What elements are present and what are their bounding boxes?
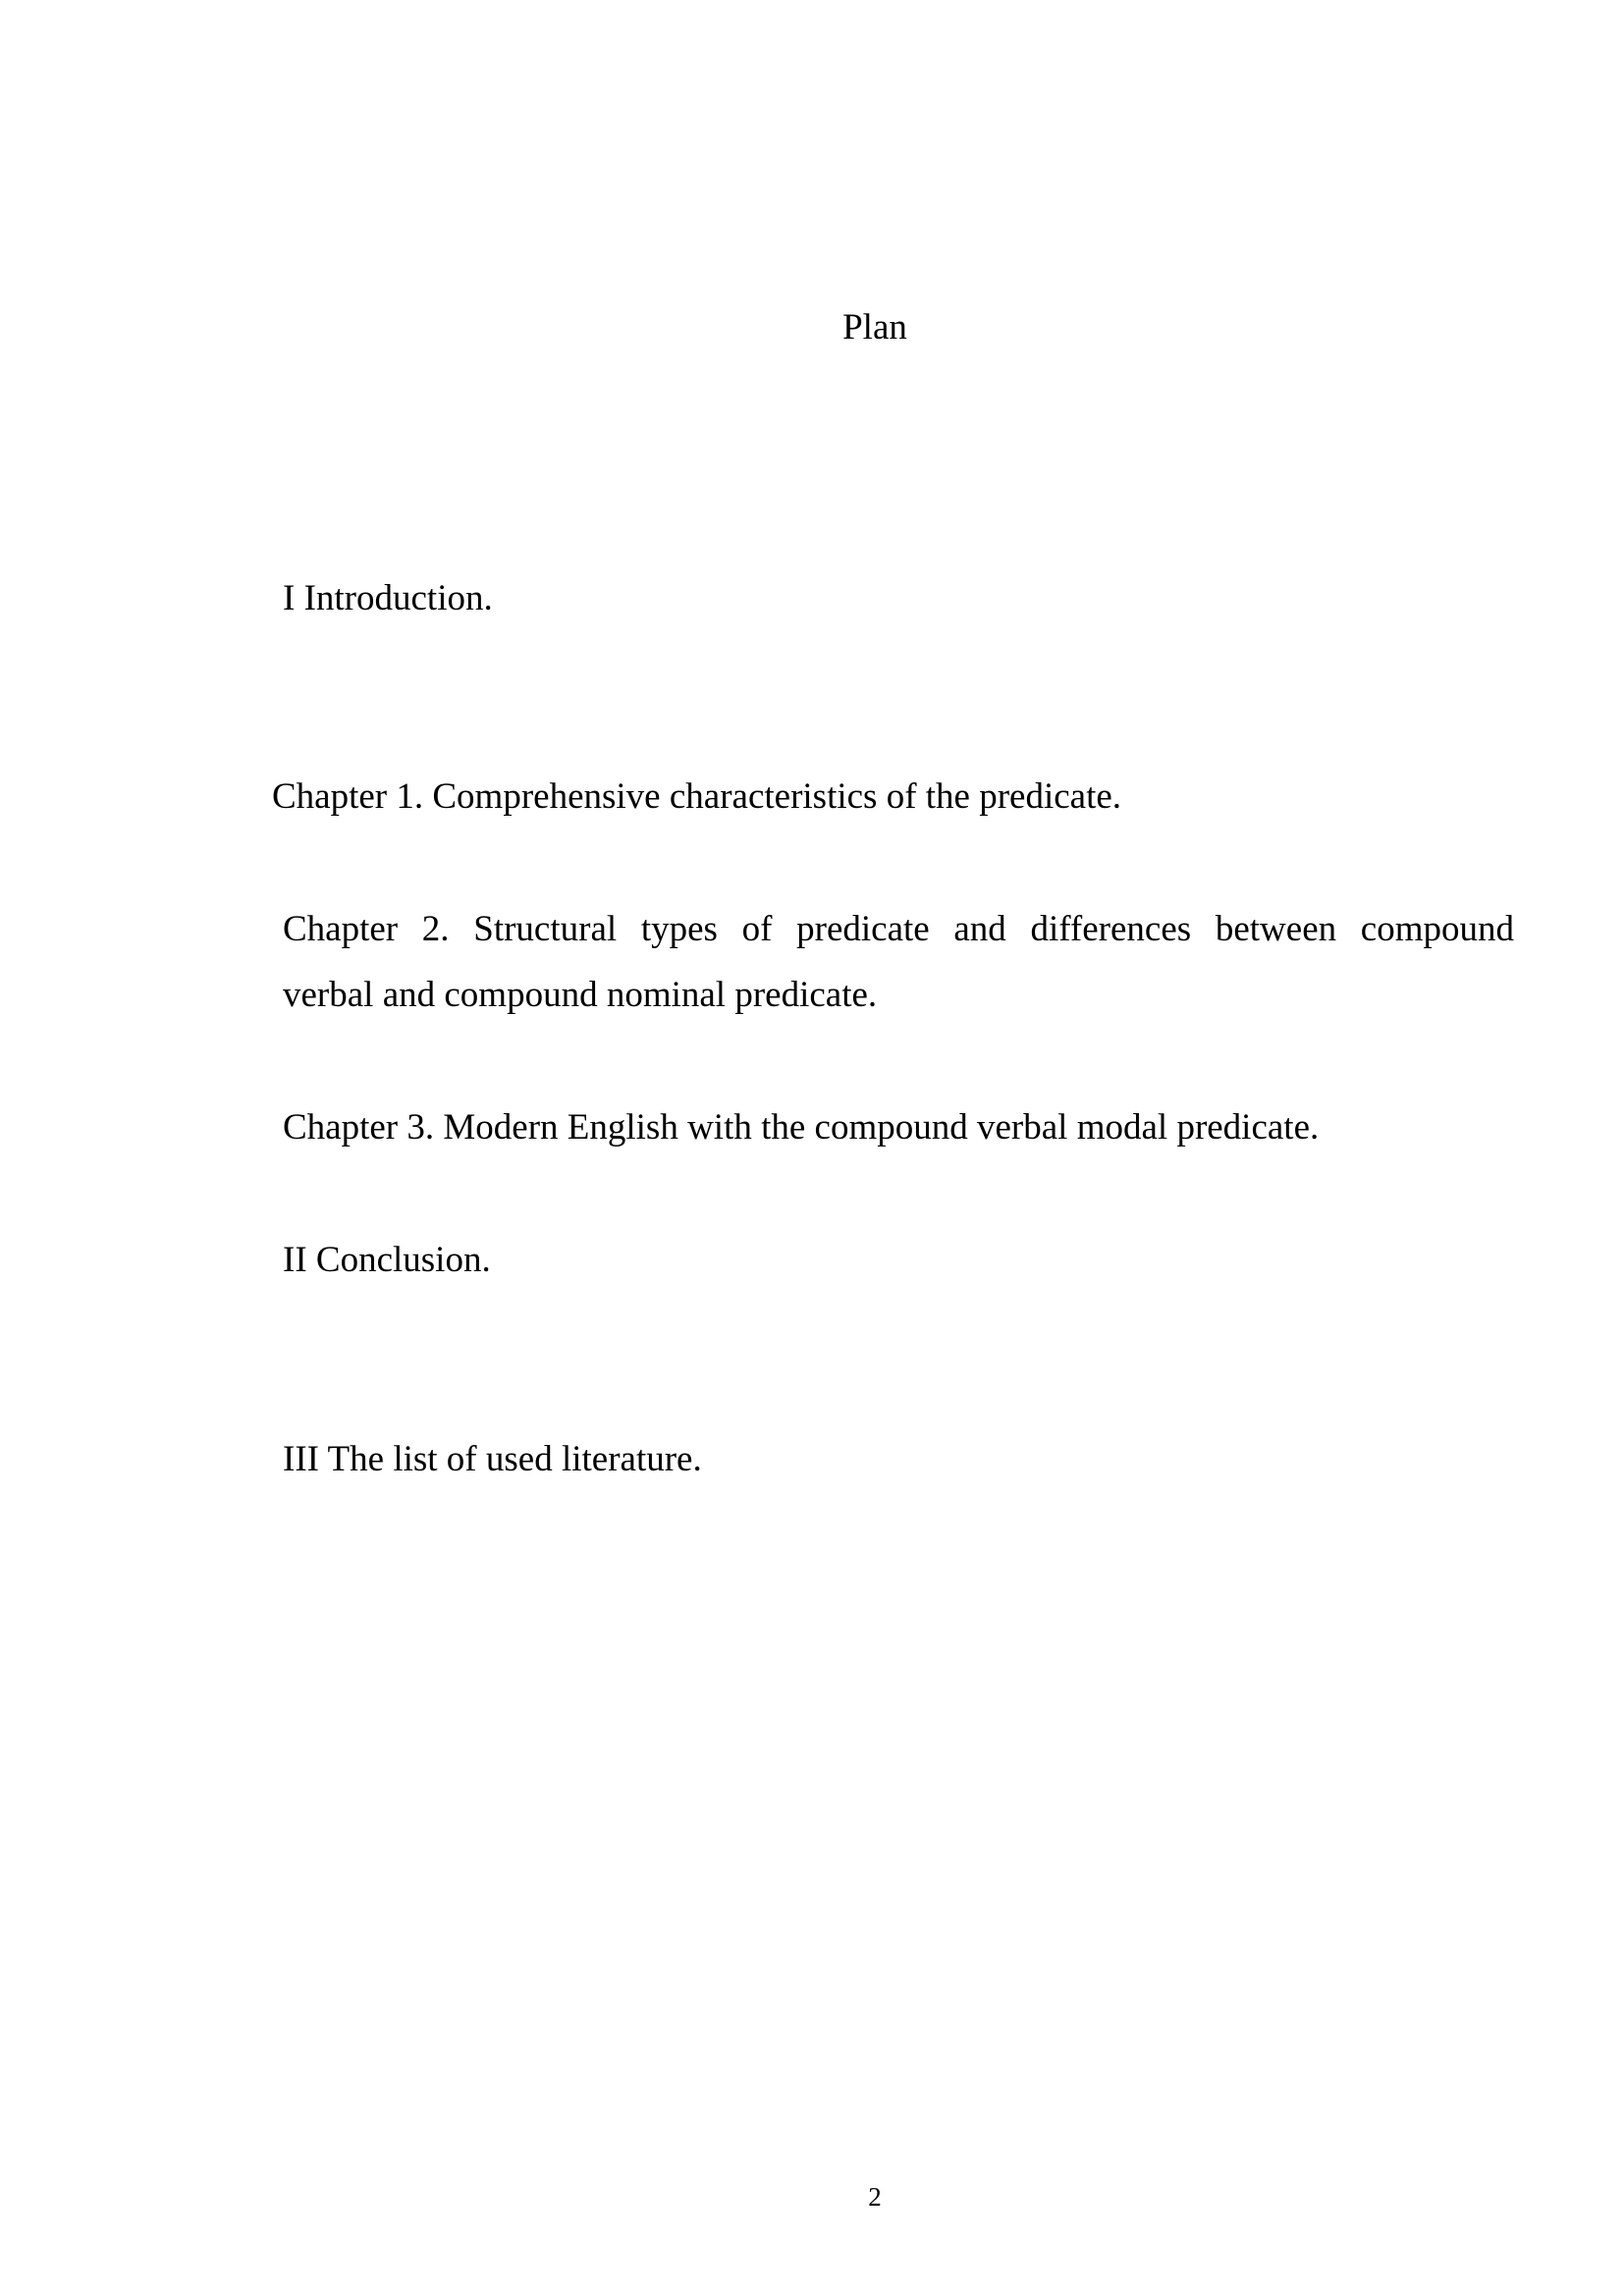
plan-item-chapter-2 <box>283 896 1514 1028</box>
plan-item-chapter-1: Chapter 1. Comprehensive characteristics of the predicate. <box>272 776 1122 817</box>
plan-item-conclusion: II Conclusion. <box>283 1240 491 1280</box>
plan-item-literature: III The list of used literature. <box>283 1439 702 1479</box>
plan-item-chapter-3: Chapter 3. Modern English with the compound verbal modal predicate. <box>283 1107 1320 1148</box>
plan-item-chapter-2-line-2: verbal and compound nominal predicate. <box>283 975 878 1015</box>
plan-item-introduction: I Introduction. <box>283 578 493 618</box>
plan-item-chapter-2-line-1: Chapter 2. Structural types of predicate and differences between compound <box>283 909 1514 949</box>
page-number: 2 <box>868 2182 882 2212</box>
page-title: Plan <box>842 307 907 347</box>
